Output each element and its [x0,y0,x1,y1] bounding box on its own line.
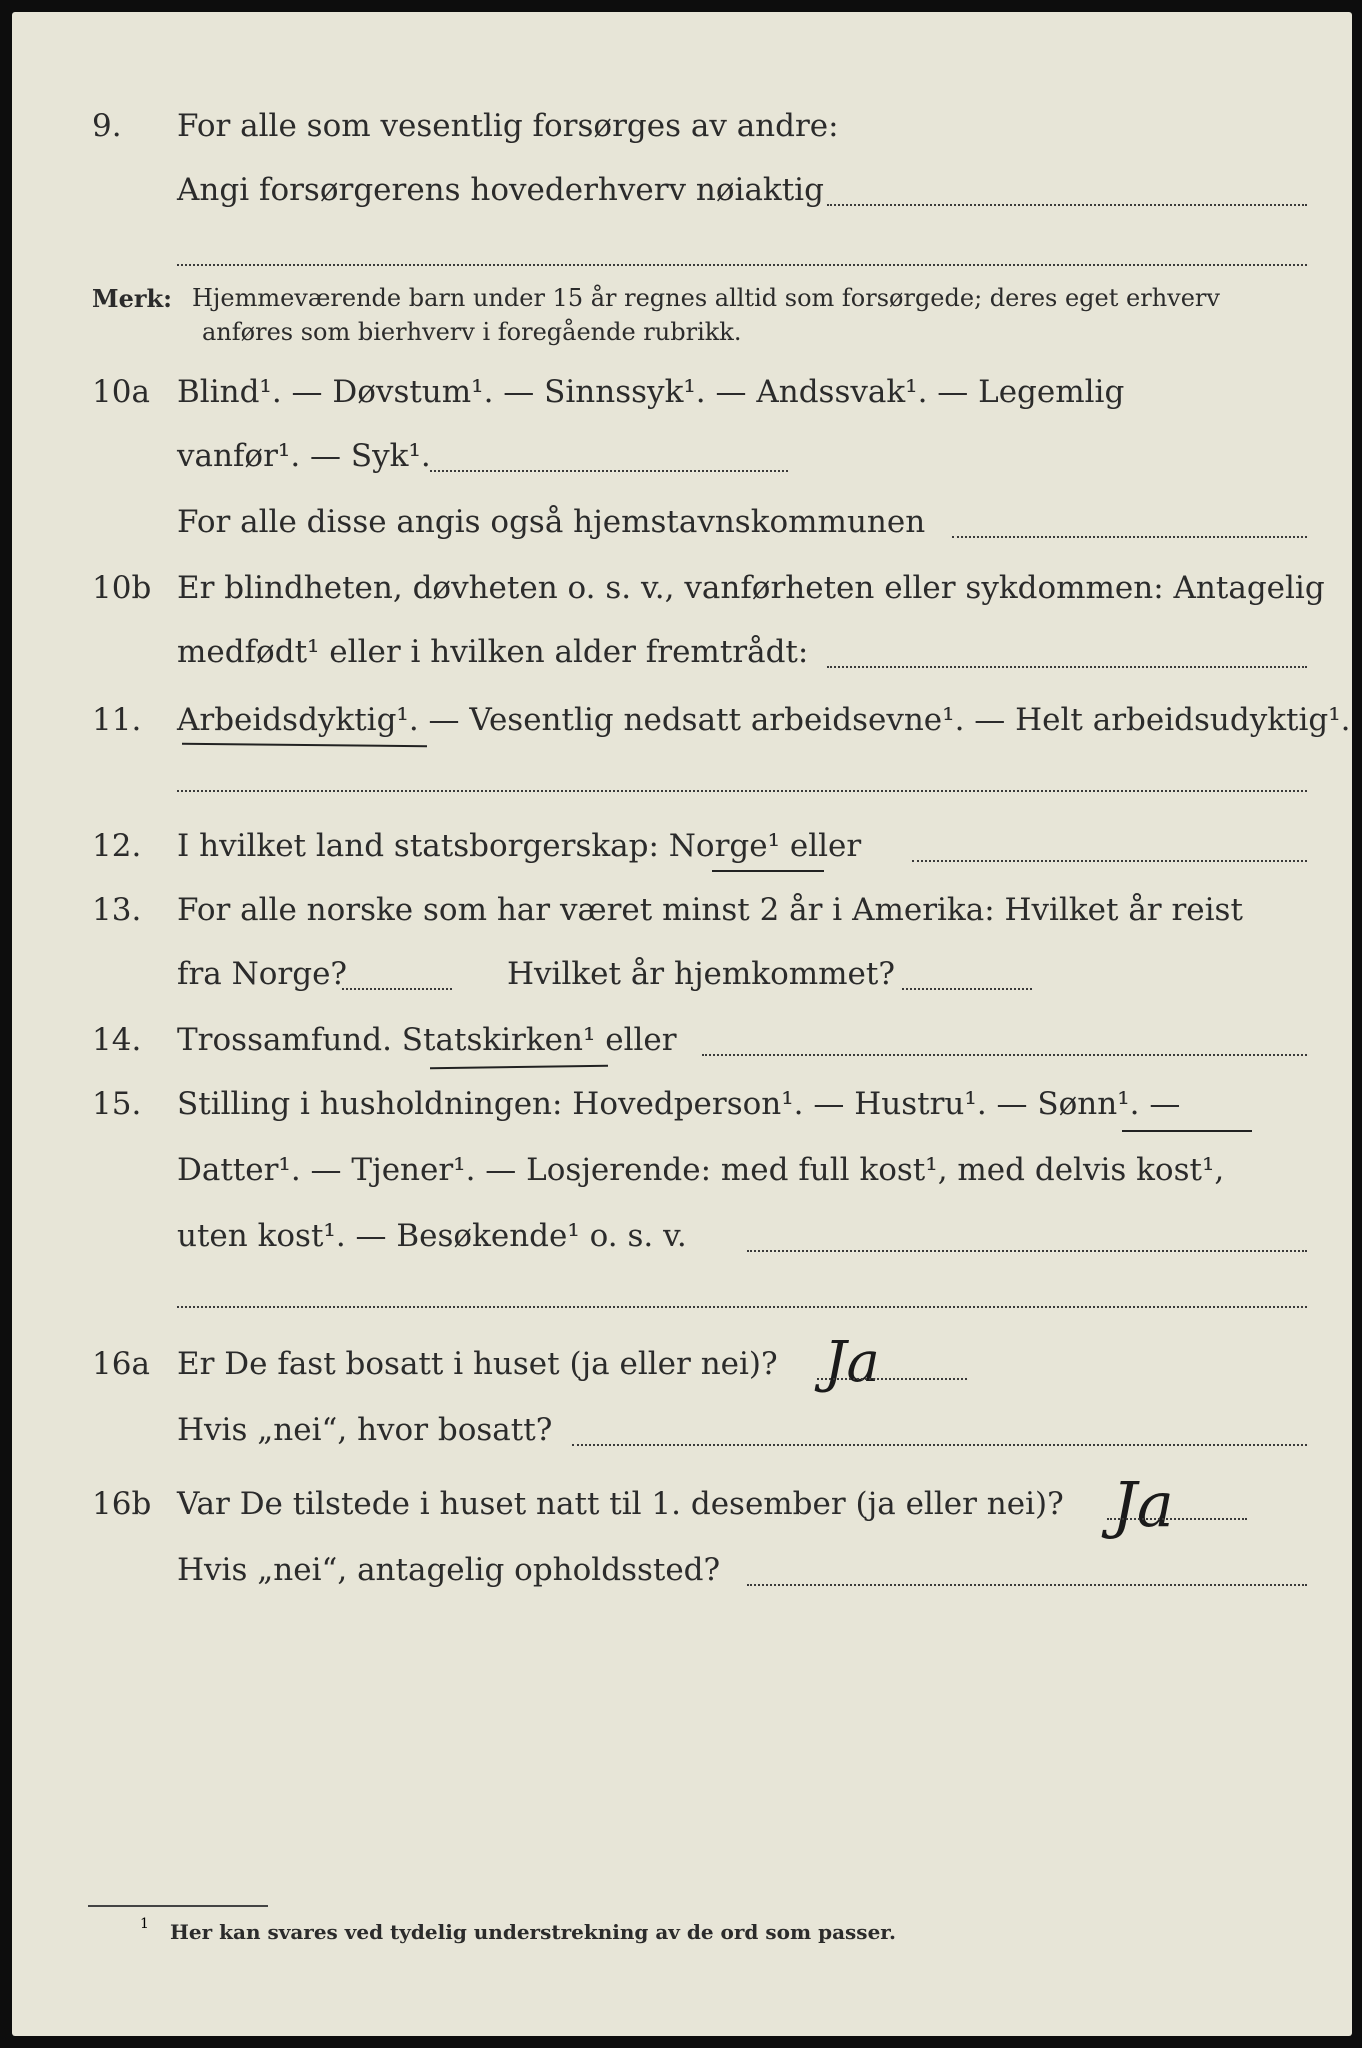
question-number: 12. [92,828,142,864]
question-text: For alle norske som har været minst 2 år i Amerika: Hvilket år reist [177,892,1243,928]
answer-line-10a-home[interactable] [952,536,1307,538]
footnote-marker: 1 [140,1916,149,1932]
underline-mark-statskirken [430,1065,608,1069]
question-text: Hvis „nei“, hvor bosatt? [177,1412,553,1448]
answer-line-13-hjemkommet[interactable] [902,988,1032,990]
answer-line-16a[interactable] [817,1378,967,1380]
question-text: For alle disse angis også hjemstavnskommunen [177,504,926,540]
answer-line-16b[interactable] [1107,1518,1247,1520]
footnote-text: Her kan svares ved tydelig understrekning av de ord som passer. [170,1920,896,1944]
question-text: For alle som vesentlig forsørges av andre: [177,108,839,144]
merk-text: anføres som bierhverv i foregående rubrikk. [202,318,742,346]
question-text: uten kost¹. — Besøkende¹ o. s. v. [177,1218,687,1254]
question-text: I hvilket land statsborgerskap: Norge¹ eller [177,828,862,864]
answer-line-9-extra[interactable] [177,264,1307,266]
question-number: 11. [92,702,142,738]
answer-line-11[interactable] [177,790,1307,792]
answer-line-12[interactable] [912,860,1307,862]
underline-mark-arbeidsdyktig [182,743,427,748]
answer-line-10b[interactable] [827,666,1307,668]
question-number: 10a [92,374,150,410]
answer-line-14[interactable] [702,1054,1307,1056]
merk-label: Merk: [92,284,172,313]
question-number: 9. [92,108,122,144]
question-number: 16a [92,1346,150,1382]
question-number: 16b [92,1486,152,1522]
question-text: Var De tilstede i huset natt til 1. desember (ja eller nei)? [177,1486,1064,1522]
answer-line-9[interactable] [827,204,1307,206]
question-text: Datter¹. — Tjener¹. — Losjerende: med full kost¹, med delvis kost¹, [177,1152,1225,1188]
answer-line-16b-opholdssted[interactable] [747,1584,1307,1586]
answer-line-16a-bosatt[interactable] [572,1444,1307,1446]
footnote-divider [88,1905,268,1907]
question-text: vanfør¹. — Syk¹. [177,438,431,474]
question-number: 13. [92,892,142,928]
question-text: Blind¹. — Døvstum¹. — Sinnssyk¹. — Andssvak¹. — Legemlig [177,374,1125,410]
question-text: Hvilket år hjemkommet? [507,956,895,992]
question-text: Arbeidsdyktig¹. — Vesentlig nedsatt arbeidsevne¹. — Helt arbeidsudyktig¹. [177,702,1351,738]
question-text: Er blindheten, døvheten o. s. v., vanførheten eller sykdommen: Antagelig [177,570,1325,606]
merk-text: Hjemmeværende barn under 15 år regnes alltid som forsørgede; deres eget erhverv [192,284,1220,312]
question-text: medfødt¹ eller i hvilken alder fremtrådt: [177,634,809,670]
question-text: Hvis „nei“, antagelig opholdssted? [177,1552,721,1588]
question-text: Angi forsørgerens hovederhverv nøiaktig [177,172,824,208]
question-text: Stilling i husholdningen: Hovedperson¹. — Hustru¹. — Sønn¹. — [177,1086,1181,1122]
answer-line-10a[interactable] [430,470,788,472]
handwritten-answer-16a: Ja [824,1330,880,1395]
question-text: fra Norge? [177,956,348,992]
underline-mark-sonn [1122,1130,1252,1132]
question-text: Er De fast bosatt i huset (ja eller nei)? [177,1346,778,1382]
answer-line-15[interactable] [747,1250,1307,1252]
question-text: Trossamfund. Statskirken¹ eller [177,1022,677,1058]
question-number: 14. [92,1022,142,1058]
underline-mark-norge [712,870,824,872]
question-number: 10b [92,570,152,606]
answer-line-13-reist[interactable] [342,988,452,990]
handwritten-answer-16b: Ja [1112,1468,1174,1541]
question-number: 15. [92,1086,142,1122]
answer-line-15-extra[interactable] [177,1306,1307,1308]
census-form-page [12,12,1352,2036]
